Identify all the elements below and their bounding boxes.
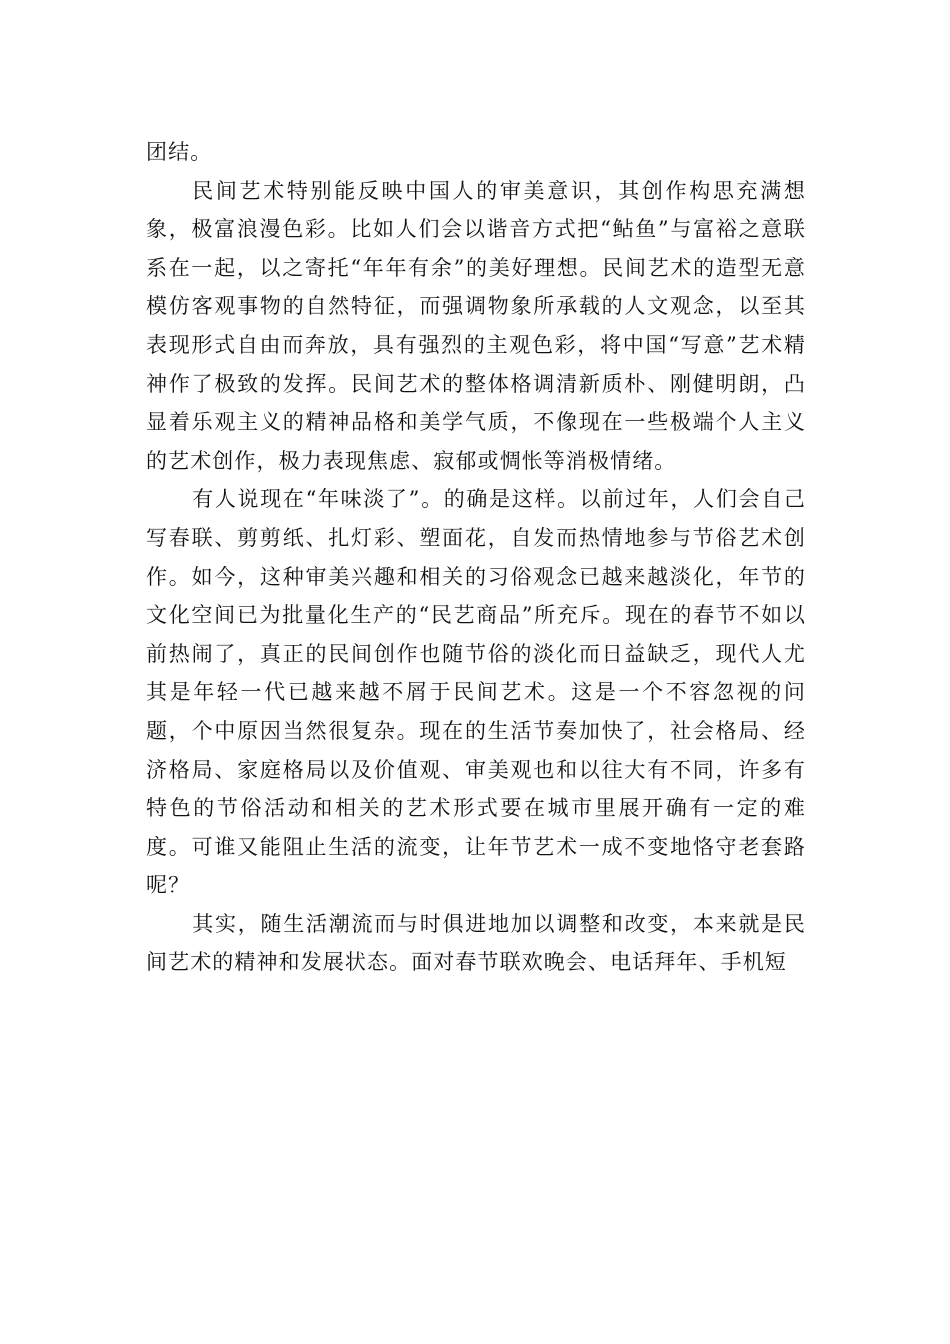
paragraph-continuation: 团结。	[146, 140, 213, 164]
paragraph-new-year-flavor: 有人说现在“年味淡了”。的确是这样。以前过年，人们会自己写春联、剪剪纸、扎灯彩、塑面花，自发而热情地参与节俗艺术创作。如今，这种审美兴趣和相关的习俗观念已越来越淡化，年节的文化空间已为批量化生产的“民艺商品”所充斥。现在的春节不如以前热闹了，真正的民间创作也随节俗的淡化而日益缺乏，现代人尤其是年轻一代已越来越不屑于民间艺术。这是一个不容忽视的问题，个中原因当然很复杂。现在的生活节奏加快了，社会格局、经济格局、家庭格局以及价值观、审美观也和以往大有不同，许多有特色的节俗活动和相关的艺术形式要在城市里展开确有一定的难度。可谁又能阻止生活的流变，让年节艺术一成不变地恪守老套路呢？	[146, 487, 806, 898]
paragraph-adapting-to-times: 其实，随生活潮流而与时俱进地加以调整和改变，本来就是民间艺术的精神和发展状态。面对春节联欢晚会、电话拜年、手机短	[146, 911, 806, 975]
body-text	[146, 133, 806, 982]
paragraph-folk-art-aesthetics: 民间艺术特别能反映中国人的审美意识，其创作构思充满想象，极富浪漫色彩。比如人们会以谐音方式把“鲇鱼”与富裕之意联系在一起，以之寄托“年年有余”的美好理想。民间艺术的造型无意模仿客观事物的自然特征，而强调物象所承载的人文观念，以至其表现形式自由而奔放，具有强烈的主观色彩，将中国“写意”艺术精神作了极致的发挥。民间艺术的整体格调清新质朴、刚健明朗，凸显着乐观主义的精神品格和美学气质，不像现在一些极端个人主义的艺术创作，极力表现焦虑、寂郁或惆怅等消极情绪。	[146, 178, 807, 473]
